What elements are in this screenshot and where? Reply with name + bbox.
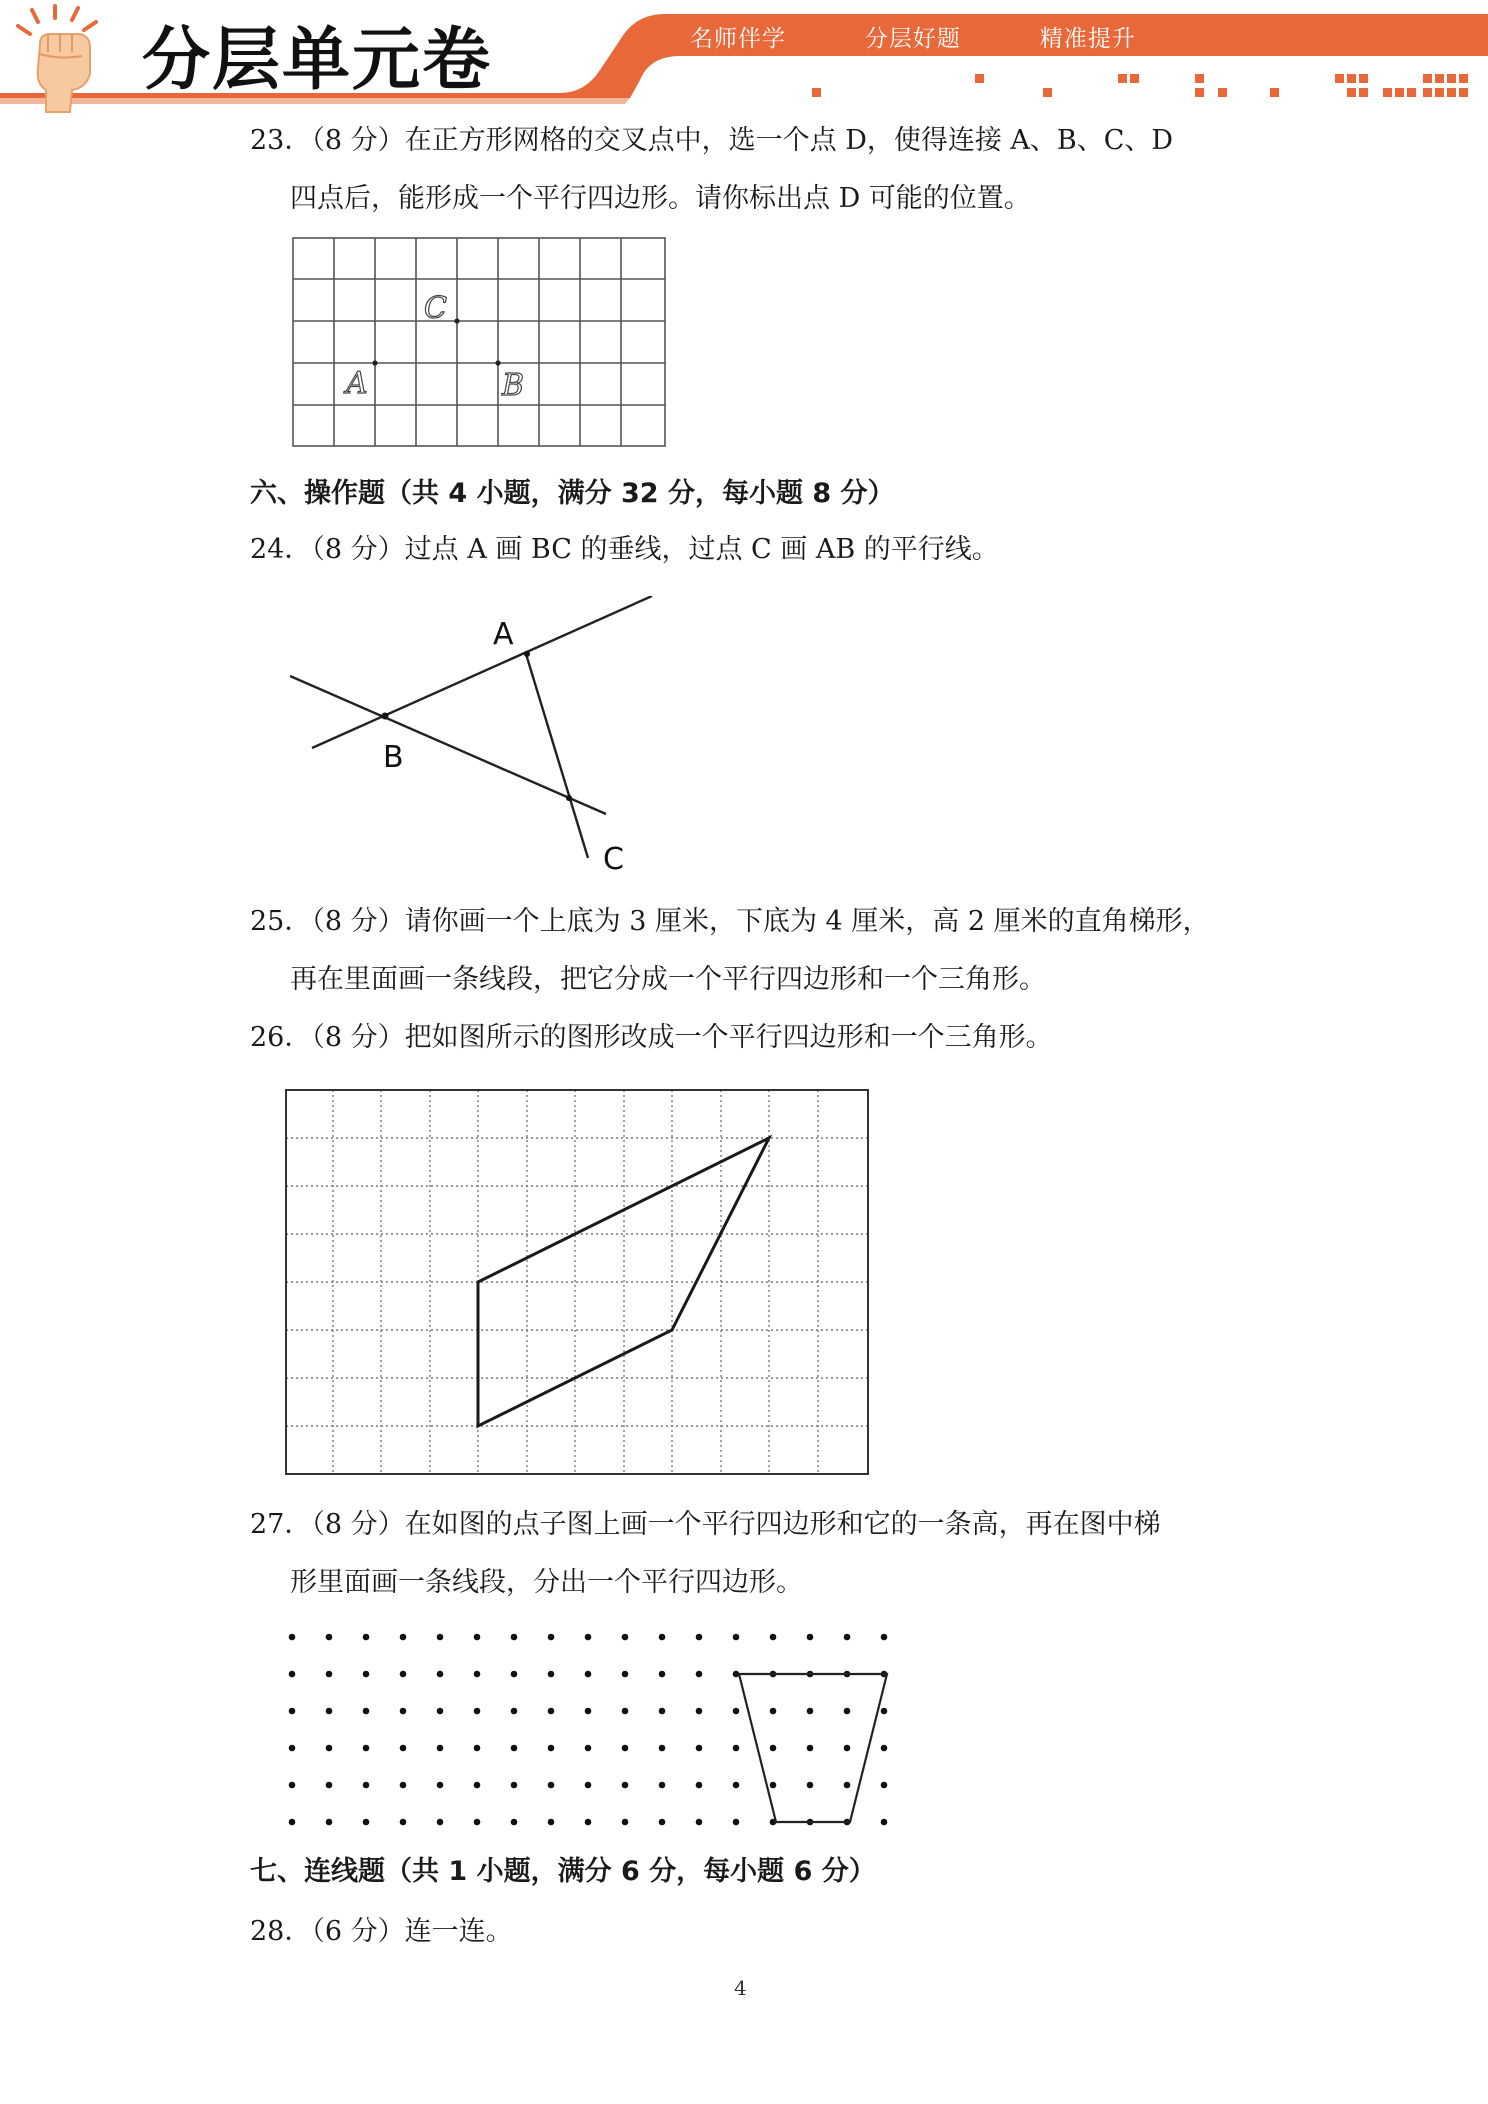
grid-dot (733, 1745, 740, 1752)
grid-dot (326, 1708, 333, 1715)
grid-dot (881, 1634, 888, 1641)
grid-dot (696, 1671, 703, 1678)
grid-dot (881, 1782, 888, 1789)
grid-dot (326, 1782, 333, 1789)
section7-heading: 七、连线题（共 1 小题，满分 6 分，每小题 6 分） (250, 1856, 876, 1887)
grid-dot (696, 1745, 703, 1752)
grid-dot (474, 1671, 481, 1678)
grid-dot (548, 1745, 555, 1752)
grid-dot (326, 1819, 333, 1826)
grid-dot (326, 1671, 333, 1678)
grid-dot (585, 1671, 592, 1678)
grid-dot (400, 1745, 407, 1752)
grid-dot (289, 1671, 296, 1678)
grid-dot (548, 1634, 555, 1641)
q24-label-b: B (383, 740, 404, 775)
grid-dot (807, 1745, 814, 1752)
grid-dot (733, 1708, 740, 1715)
grid-dot (474, 1708, 481, 1715)
grid-dot (770, 1782, 777, 1789)
grid-dot (437, 1671, 444, 1678)
grid-dot (733, 1819, 740, 1826)
grid-dot (659, 1745, 666, 1752)
point-c-dot (454, 318, 459, 323)
q28-text: 28．（6 分）连一连。 (250, 1916, 513, 1947)
grid-dot (289, 1782, 296, 1789)
grid-dot (807, 1782, 814, 1789)
grid-dot (696, 1708, 703, 1715)
q27-dot-grid-figure (280, 1624, 900, 1834)
grid-dot (585, 1782, 592, 1789)
grid-dot (548, 1819, 555, 1826)
q23-line2: 四点后，能形成一个平行四边形。请你标出点 D 可能的位置。 (290, 183, 1031, 214)
grid-dot (289, 1745, 296, 1752)
grid-dot (807, 1708, 814, 1715)
grid-dot (437, 1745, 444, 1752)
line-ac (526, 654, 588, 858)
grid-dot (585, 1745, 592, 1752)
q24-triangle-figure (280, 596, 660, 880)
q24-text: 24．（8 分）过点 A 画 BC 的垂线，过点 C 画 AB 的平行线。 (250, 534, 999, 565)
fist-logo-icon (10, 4, 120, 114)
q23-grid-figure (292, 236, 668, 450)
grid-dot (511, 1819, 518, 1826)
grid-dot (770, 1745, 777, 1752)
grid-dot (696, 1782, 703, 1789)
grid-dot (400, 1634, 407, 1641)
grid-dot (474, 1782, 481, 1789)
grid-dot (511, 1634, 518, 1641)
brand-title: 分层单元卷 (142, 21, 493, 100)
grid-dot (733, 1782, 740, 1789)
grid-dot (437, 1819, 444, 1826)
grid-dot (511, 1671, 518, 1678)
grid-dot (437, 1708, 444, 1715)
grid-dot (807, 1634, 814, 1641)
grid-dot (363, 1671, 370, 1678)
q25-line1: 25．（8 分）请你画一个上底为 3 厘米，下底为 4 厘米，高 2 厘米的直角梯形， (250, 906, 1210, 937)
grid-dot (474, 1819, 481, 1826)
grid-dot (770, 1634, 777, 1641)
grid-dot (844, 1708, 851, 1715)
grid-dot (622, 1708, 629, 1715)
grid-dot (511, 1708, 518, 1715)
grid-dot (622, 1671, 629, 1678)
grid-dot (659, 1634, 666, 1641)
grid-dot (881, 1708, 888, 1715)
grid-dot (289, 1634, 296, 1641)
grid-dot (474, 1634, 481, 1641)
label-c: C (424, 291, 447, 326)
grid-dot (400, 1782, 407, 1789)
grid-dot (437, 1782, 444, 1789)
grid-dot (548, 1782, 555, 1789)
grid-dot (659, 1671, 666, 1678)
q26-grid-figure (284, 1088, 874, 1478)
grid-dot (548, 1708, 555, 1715)
grid-dot (844, 1745, 851, 1752)
grid-dot (844, 1634, 851, 1641)
point-a-dot (372, 360, 377, 365)
grid-dot (659, 1782, 666, 1789)
grid-dot (622, 1745, 629, 1752)
grid-dot (696, 1634, 703, 1641)
grid-dot (363, 1782, 370, 1789)
grid-dot (659, 1708, 666, 1715)
grid-dot (844, 1782, 851, 1789)
header-slogan: 名师伴学 分层好题 精准提升 (690, 26, 1136, 52)
page-number: 4 (734, 1976, 747, 2000)
grid-dot (437, 1634, 444, 1641)
line-bc (290, 676, 606, 814)
q24-label-a: A (493, 617, 514, 652)
grid-dot (622, 1819, 629, 1826)
grid-dot (585, 1819, 592, 1826)
grid-dot (511, 1745, 518, 1752)
grid-dot (363, 1708, 370, 1715)
grid-dot (733, 1634, 740, 1641)
grid-dot (289, 1819, 296, 1826)
grid-dot (363, 1745, 370, 1752)
q25-line2: 再在里面画一条线段，把它分成一个平行四边形和一个三角形。 (290, 964, 1046, 995)
grid-dot (696, 1819, 703, 1826)
grid-dot (548, 1671, 555, 1678)
grid-dot (363, 1819, 370, 1826)
q23-line1: 23．（8 分）在正方形网格的交叉点中，选一个点 D，使得连接 A、B、C、D (250, 125, 1174, 156)
grid-dot (622, 1782, 629, 1789)
grid-dot (289, 1708, 296, 1715)
point-b-dot (495, 360, 500, 365)
grid-dot (659, 1819, 666, 1826)
grid-dot (400, 1819, 407, 1826)
q26-text: 26．（8 分）把如图所示的图形改成一个平行四边形和一个三角形。 (250, 1022, 1053, 1053)
grid-dot (881, 1745, 888, 1752)
page-header (0, 0, 1488, 115)
grid-dot (326, 1634, 333, 1641)
grid-dot (474, 1745, 481, 1752)
label-a: A (346, 366, 368, 401)
grid-dot (511, 1782, 518, 1789)
section6-heading: 六、操作题（共 4 小题，满分 32 分，每小题 8 分） (250, 478, 895, 509)
line-ab (312, 596, 652, 748)
grid-dot (400, 1708, 407, 1715)
q24-label-c: C (603, 842, 624, 877)
grid-dot (363, 1634, 370, 1641)
q27-line2: 形里面画一条线段，分出一个平行四边形。 (290, 1567, 803, 1598)
grid-dot (622, 1634, 629, 1641)
q27-line1: 27．（8 分）在如图的点子图上画一个平行四边形和它的一条高，再在图中梯 (250, 1509, 1161, 1540)
grid-dot (400, 1671, 407, 1678)
grid-dot (881, 1819, 888, 1826)
label-b: B (502, 368, 525, 403)
grid-dot (585, 1708, 592, 1715)
grid-dot (770, 1708, 777, 1715)
grid-dot (326, 1745, 333, 1752)
grid-dot (585, 1634, 592, 1641)
